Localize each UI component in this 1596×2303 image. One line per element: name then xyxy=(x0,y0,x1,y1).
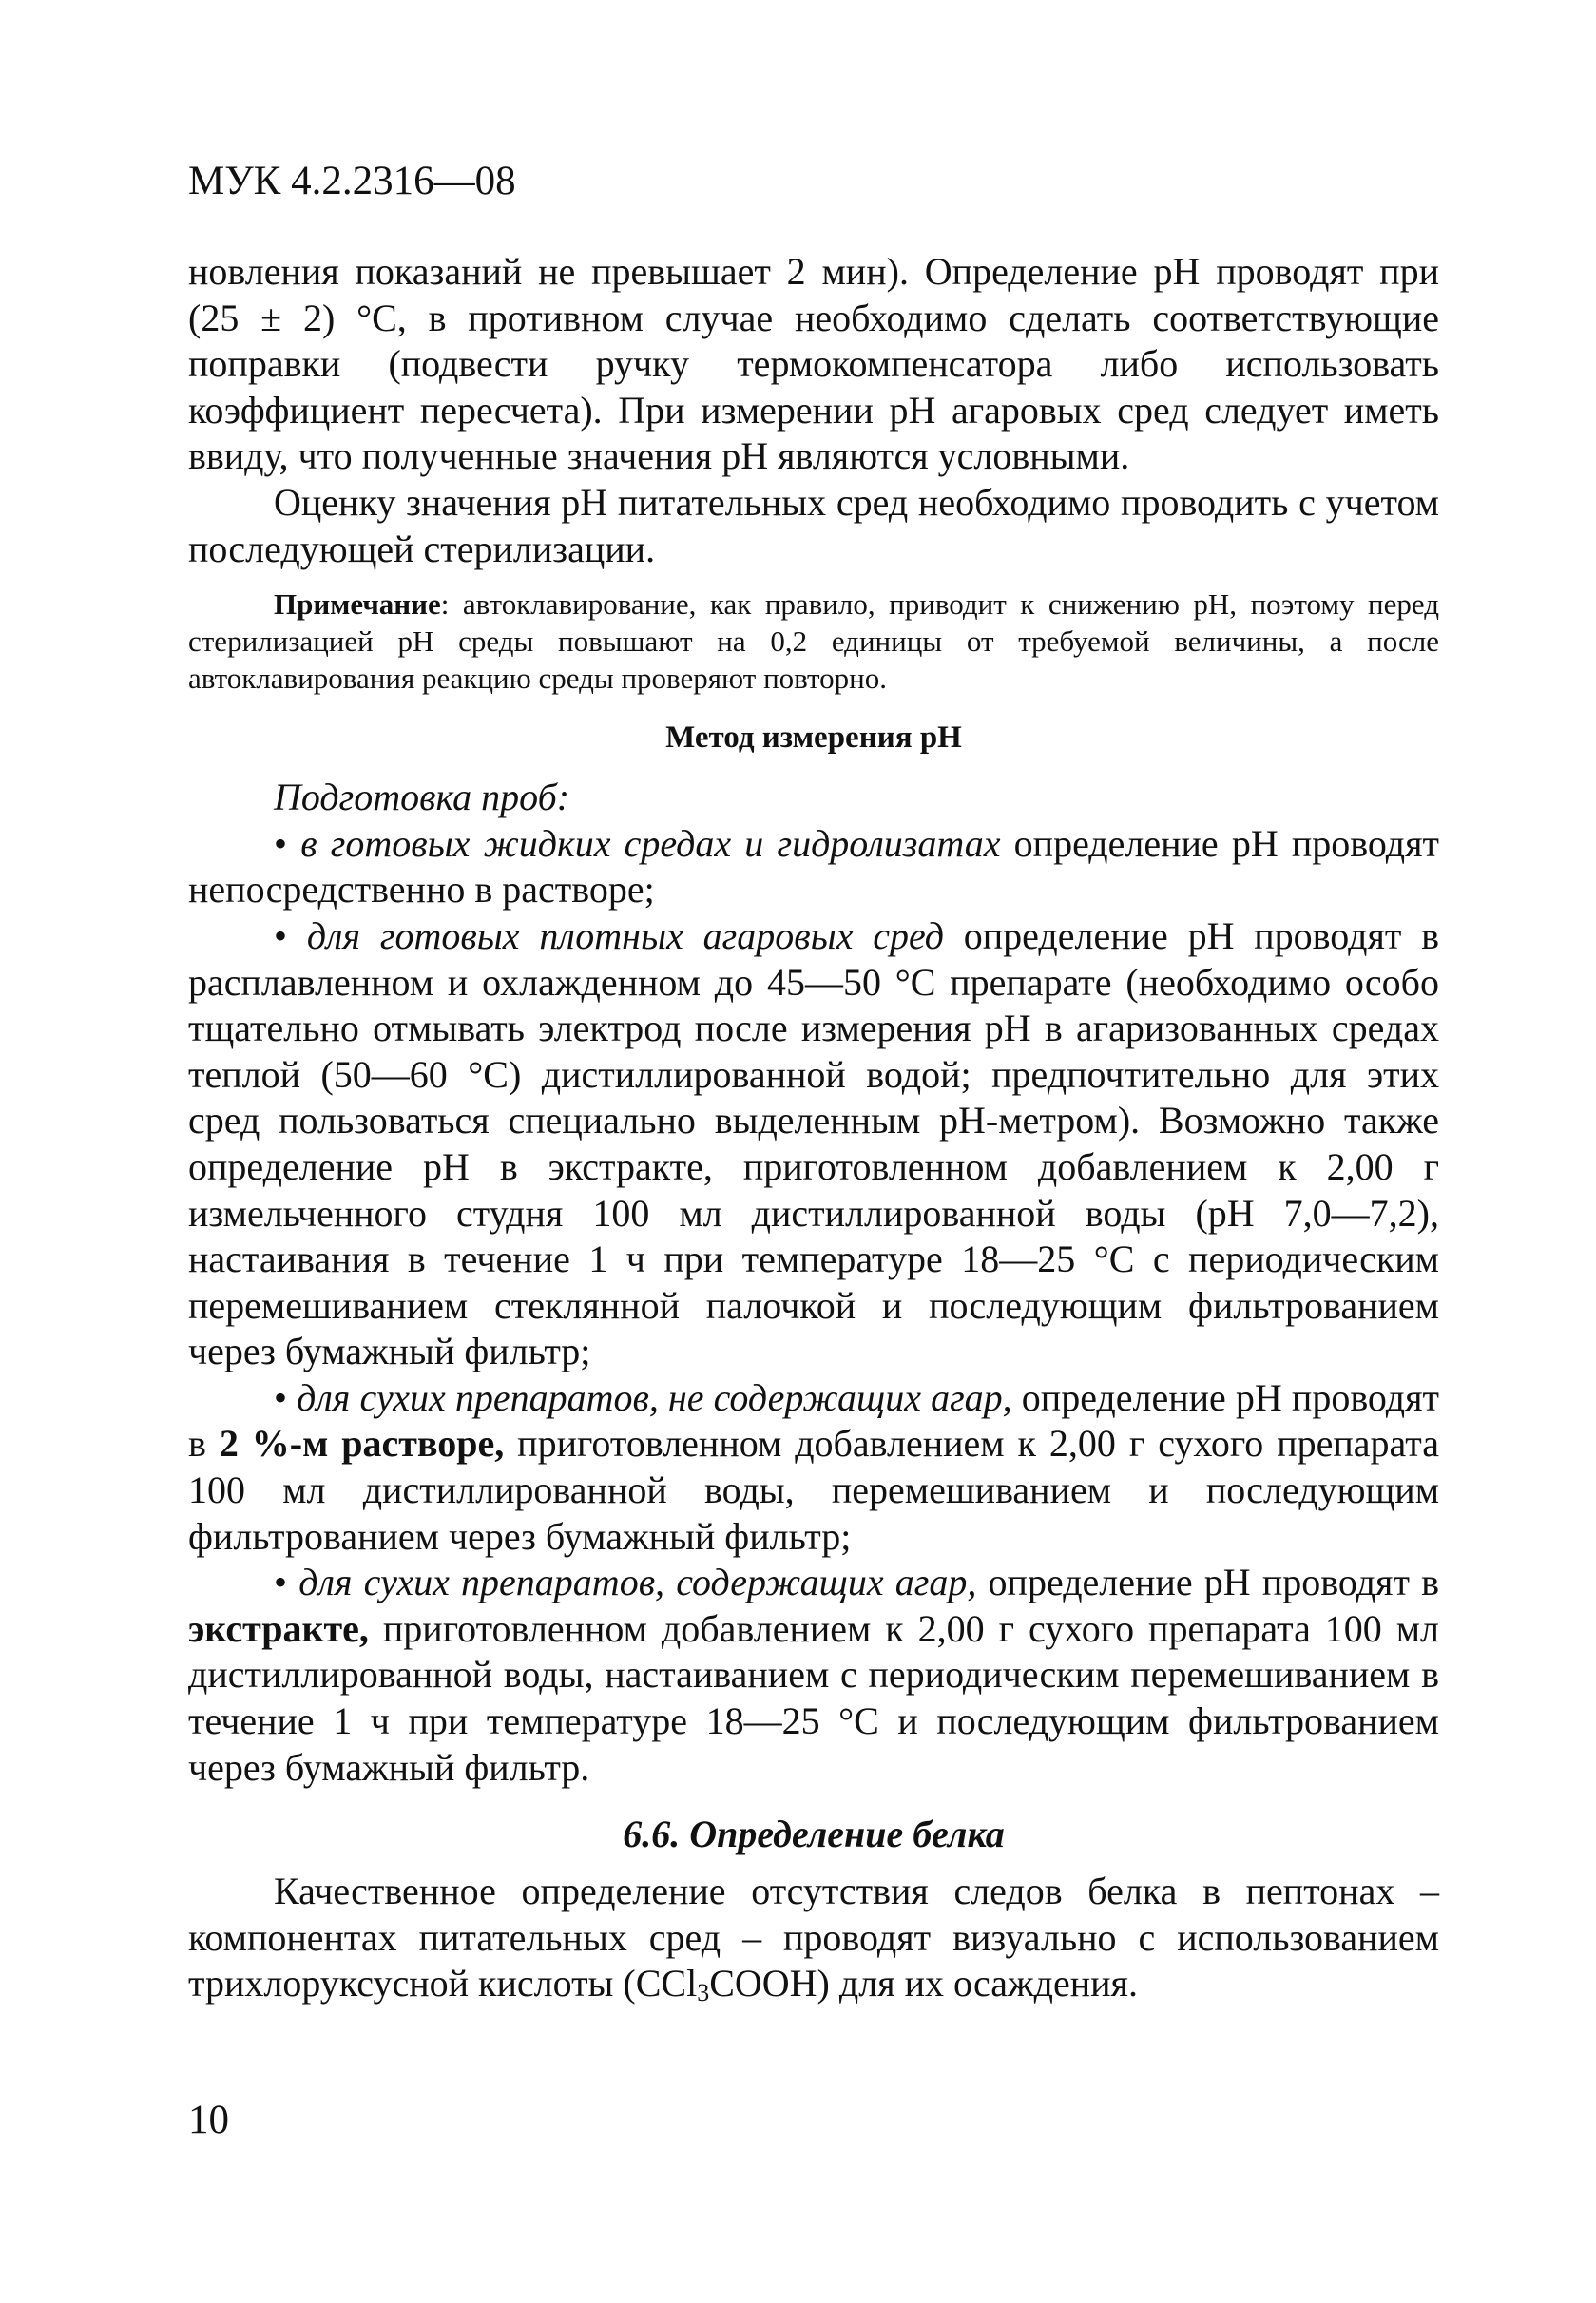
list-item-text: приготовленном добавлением к 2,00 г сухого препарата 100 мл дистиллированной воды, настаиванием с периодическим перемешиванием в течение 1 ч при температуре 18—25 °С и последующим фильтрованием через бумажный фильтр. xyxy=(188,1606,1439,1789)
list-item xyxy=(188,1375,1439,1560)
paragraph-continuation: новления показаний не превышает 2 мин). Определение pH проводят при (25 ± 2) °С, в противном случае необходимо сделать соответствующие поправки (подвести ручку термокомпенсатора либо использовать коэффициент пересчета). При измерении pH агаровых сред следует иметь ввиду, что полученные значения pH являются условными. xyxy=(188,250,1439,478)
list-item xyxy=(188,1560,1439,1791)
list-item-italic: для сухих препаратов, содержащих агар, xyxy=(298,1561,977,1604)
list-item-italic: в готовых жидких средах и гидролизатах xyxy=(300,821,1001,865)
subscript: 3 xyxy=(697,1979,710,2007)
note-text: : автоклавирование, как правило, приводит к снижению pH, поэтому перед стерилизацией pH среды повышают на 0,2 единицы от требуемой величины, а после автоклавирования реакцию среды проверяют повторно. xyxy=(188,587,1439,696)
paragraph-text: Качественное определение отсутствия следов белка в пептонах – компонентах питательных сред – проводят визуально с использованием трихлоруксусной кислоты (CCl xyxy=(188,1870,1439,2006)
list-item-text: определение pH проводят непосредственно в растворе; xyxy=(188,821,1439,912)
paragraph-protein xyxy=(188,1869,1439,2007)
paragraph-text: COOH) для их осаждения. xyxy=(709,1962,1138,2006)
method-title: Метод измерения pH xyxy=(665,720,962,756)
list-item xyxy=(188,821,1439,913)
list-item-italic: для сухих препаратов, не содержащих агар, xyxy=(297,1375,1012,1419)
page-number: 10 xyxy=(188,2098,229,2142)
list-item-text: определение pH проводят в расплавленном и охлажденном до 45—50 °С препарате (необходимо особо тщательно отмывать электрод после измерения pH в агаризованных средах теплой (50—60 °С) дистиллированной водой; предпочтительно для этих сред пользоваться специально выделенным pH-метром). Возможно также определение pH в экстракте, приготовленном добавлением к 2,00 г измельченного студня 100 мл дистиллированной воды (pH 7,0—7,2), настаивания в течение 1 ч при температуре 18—25 °С с периодическим перемешиванием стеклянной палочкой и последующим фильтрованием через бумажный фильтр; xyxy=(188,913,1440,1373)
bullet-icon: • xyxy=(274,913,288,957)
list-item-text: определение pH проводят в xyxy=(188,1375,1440,1466)
list-item-text: приготовленном добавлением к 2,00 г сухого препарата 100 мл дистиллированной воды, перемешиванием и последующим фильтрованием через бумажный фильтр; xyxy=(188,1422,1440,1558)
note-label: Примечание xyxy=(274,587,441,622)
section-title: 6.6. Определение белка xyxy=(623,1813,1005,1856)
bullet-icon: • xyxy=(274,1375,288,1419)
list-item-text: определение pH проводят в xyxy=(976,1561,1440,1604)
document-header: МУК 4.2.2316—08 xyxy=(188,159,516,203)
list-item xyxy=(188,913,1439,1375)
paragraph-sterilization: Оценку значения pH питательных сред необходимо проводить с учетом последующей стерилизации. xyxy=(188,480,1439,570)
document-body xyxy=(188,249,1439,2007)
list-item-bold: экстракте, xyxy=(188,1606,369,1650)
bullet-icon: • xyxy=(274,1561,288,1604)
list-item-bold: 2 %-м растворе, xyxy=(219,1422,505,1466)
bullet-icon: • xyxy=(274,821,288,865)
list-item-italic: для готовых плотных агаровых сред xyxy=(306,913,944,957)
note-paragraph xyxy=(188,585,1439,697)
prep-label: Подготовка проб: xyxy=(274,776,570,819)
